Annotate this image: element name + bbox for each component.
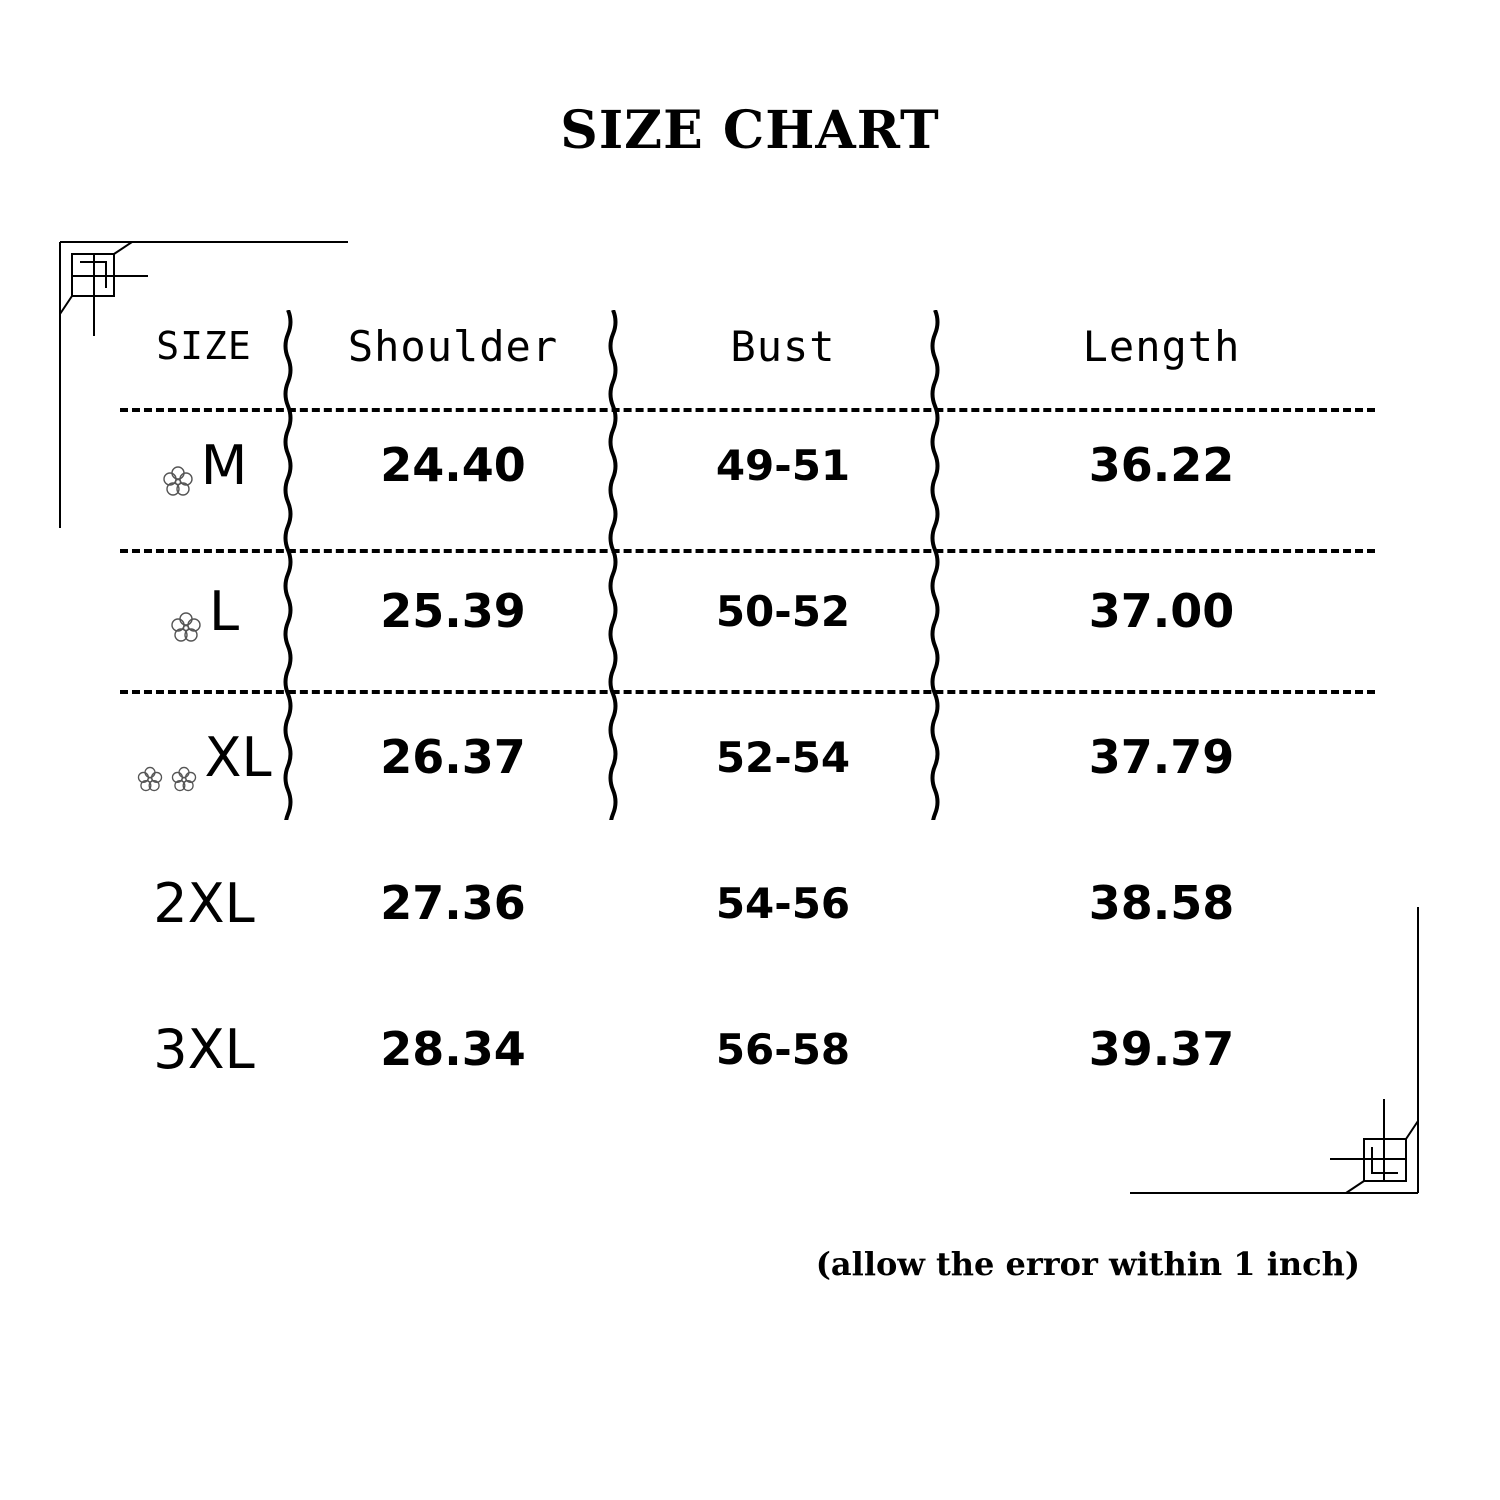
page-title: SIZE CHART bbox=[560, 100, 940, 161]
row-bust-value: 52-54 bbox=[715, 732, 851, 782]
table-row bbox=[120, 392, 1375, 538]
row-bust-value: 56-58 bbox=[715, 1024, 851, 1074]
row-shoulder-value: 25.39 bbox=[380, 584, 526, 638]
table-body bbox=[120, 392, 1375, 1122]
table-header bbox=[120, 300, 1375, 392]
row-size-label bbox=[120, 538, 288, 684]
size-text: M bbox=[200, 433, 248, 497]
flower-icon bbox=[161, 448, 195, 482]
table-row bbox=[120, 830, 1375, 976]
row-bust-value: 50-52 bbox=[715, 586, 851, 636]
row-length-value: 37.00 bbox=[1088, 584, 1235, 638]
row-length-value: 38.58 bbox=[1088, 876, 1235, 930]
table-row bbox=[120, 976, 1375, 1122]
size-text: 3XL bbox=[153, 1017, 255, 1081]
column-header-bust: Bust bbox=[730, 321, 836, 371]
table-row bbox=[120, 538, 1375, 684]
row-size-label bbox=[120, 684, 288, 830]
size-text: 2XL bbox=[153, 871, 255, 935]
column-header-size: SIZE bbox=[156, 324, 252, 368]
row-bust-value: 49-51 bbox=[715, 440, 851, 490]
row-shoulder-value: 28.34 bbox=[380, 1022, 526, 1076]
size-chart-table bbox=[120, 300, 1375, 1122]
row-bust-value: 54-56 bbox=[715, 878, 851, 928]
row-length-value: 39.37 bbox=[1088, 1022, 1235, 1076]
size-text: L bbox=[208, 579, 240, 643]
error-tolerance-note: (allow the error within 1 inch) bbox=[815, 1245, 1360, 1283]
column-header-length: Length bbox=[1082, 321, 1241, 371]
row-length-value: 37.79 bbox=[1088, 730, 1235, 784]
row-length-value: 36.22 bbox=[1088, 438, 1235, 492]
table-header-row bbox=[120, 300, 1375, 392]
row-shoulder-value: 27.36 bbox=[380, 876, 526, 930]
row-size-label bbox=[120, 976, 288, 1122]
table-row bbox=[120, 684, 1375, 830]
flower-icon bbox=[169, 594, 203, 628]
flower-icon bbox=[136, 743, 164, 771]
row-size-label bbox=[120, 830, 288, 976]
row-shoulder-value: 26.37 bbox=[380, 730, 526, 784]
row-size-label bbox=[120, 392, 288, 538]
flower-icon bbox=[170, 743, 198, 771]
size-text: XL bbox=[204, 725, 272, 789]
row-shoulder-value: 24.40 bbox=[380, 438, 526, 492]
column-header-shoulder: Shoulder bbox=[347, 321, 559, 371]
